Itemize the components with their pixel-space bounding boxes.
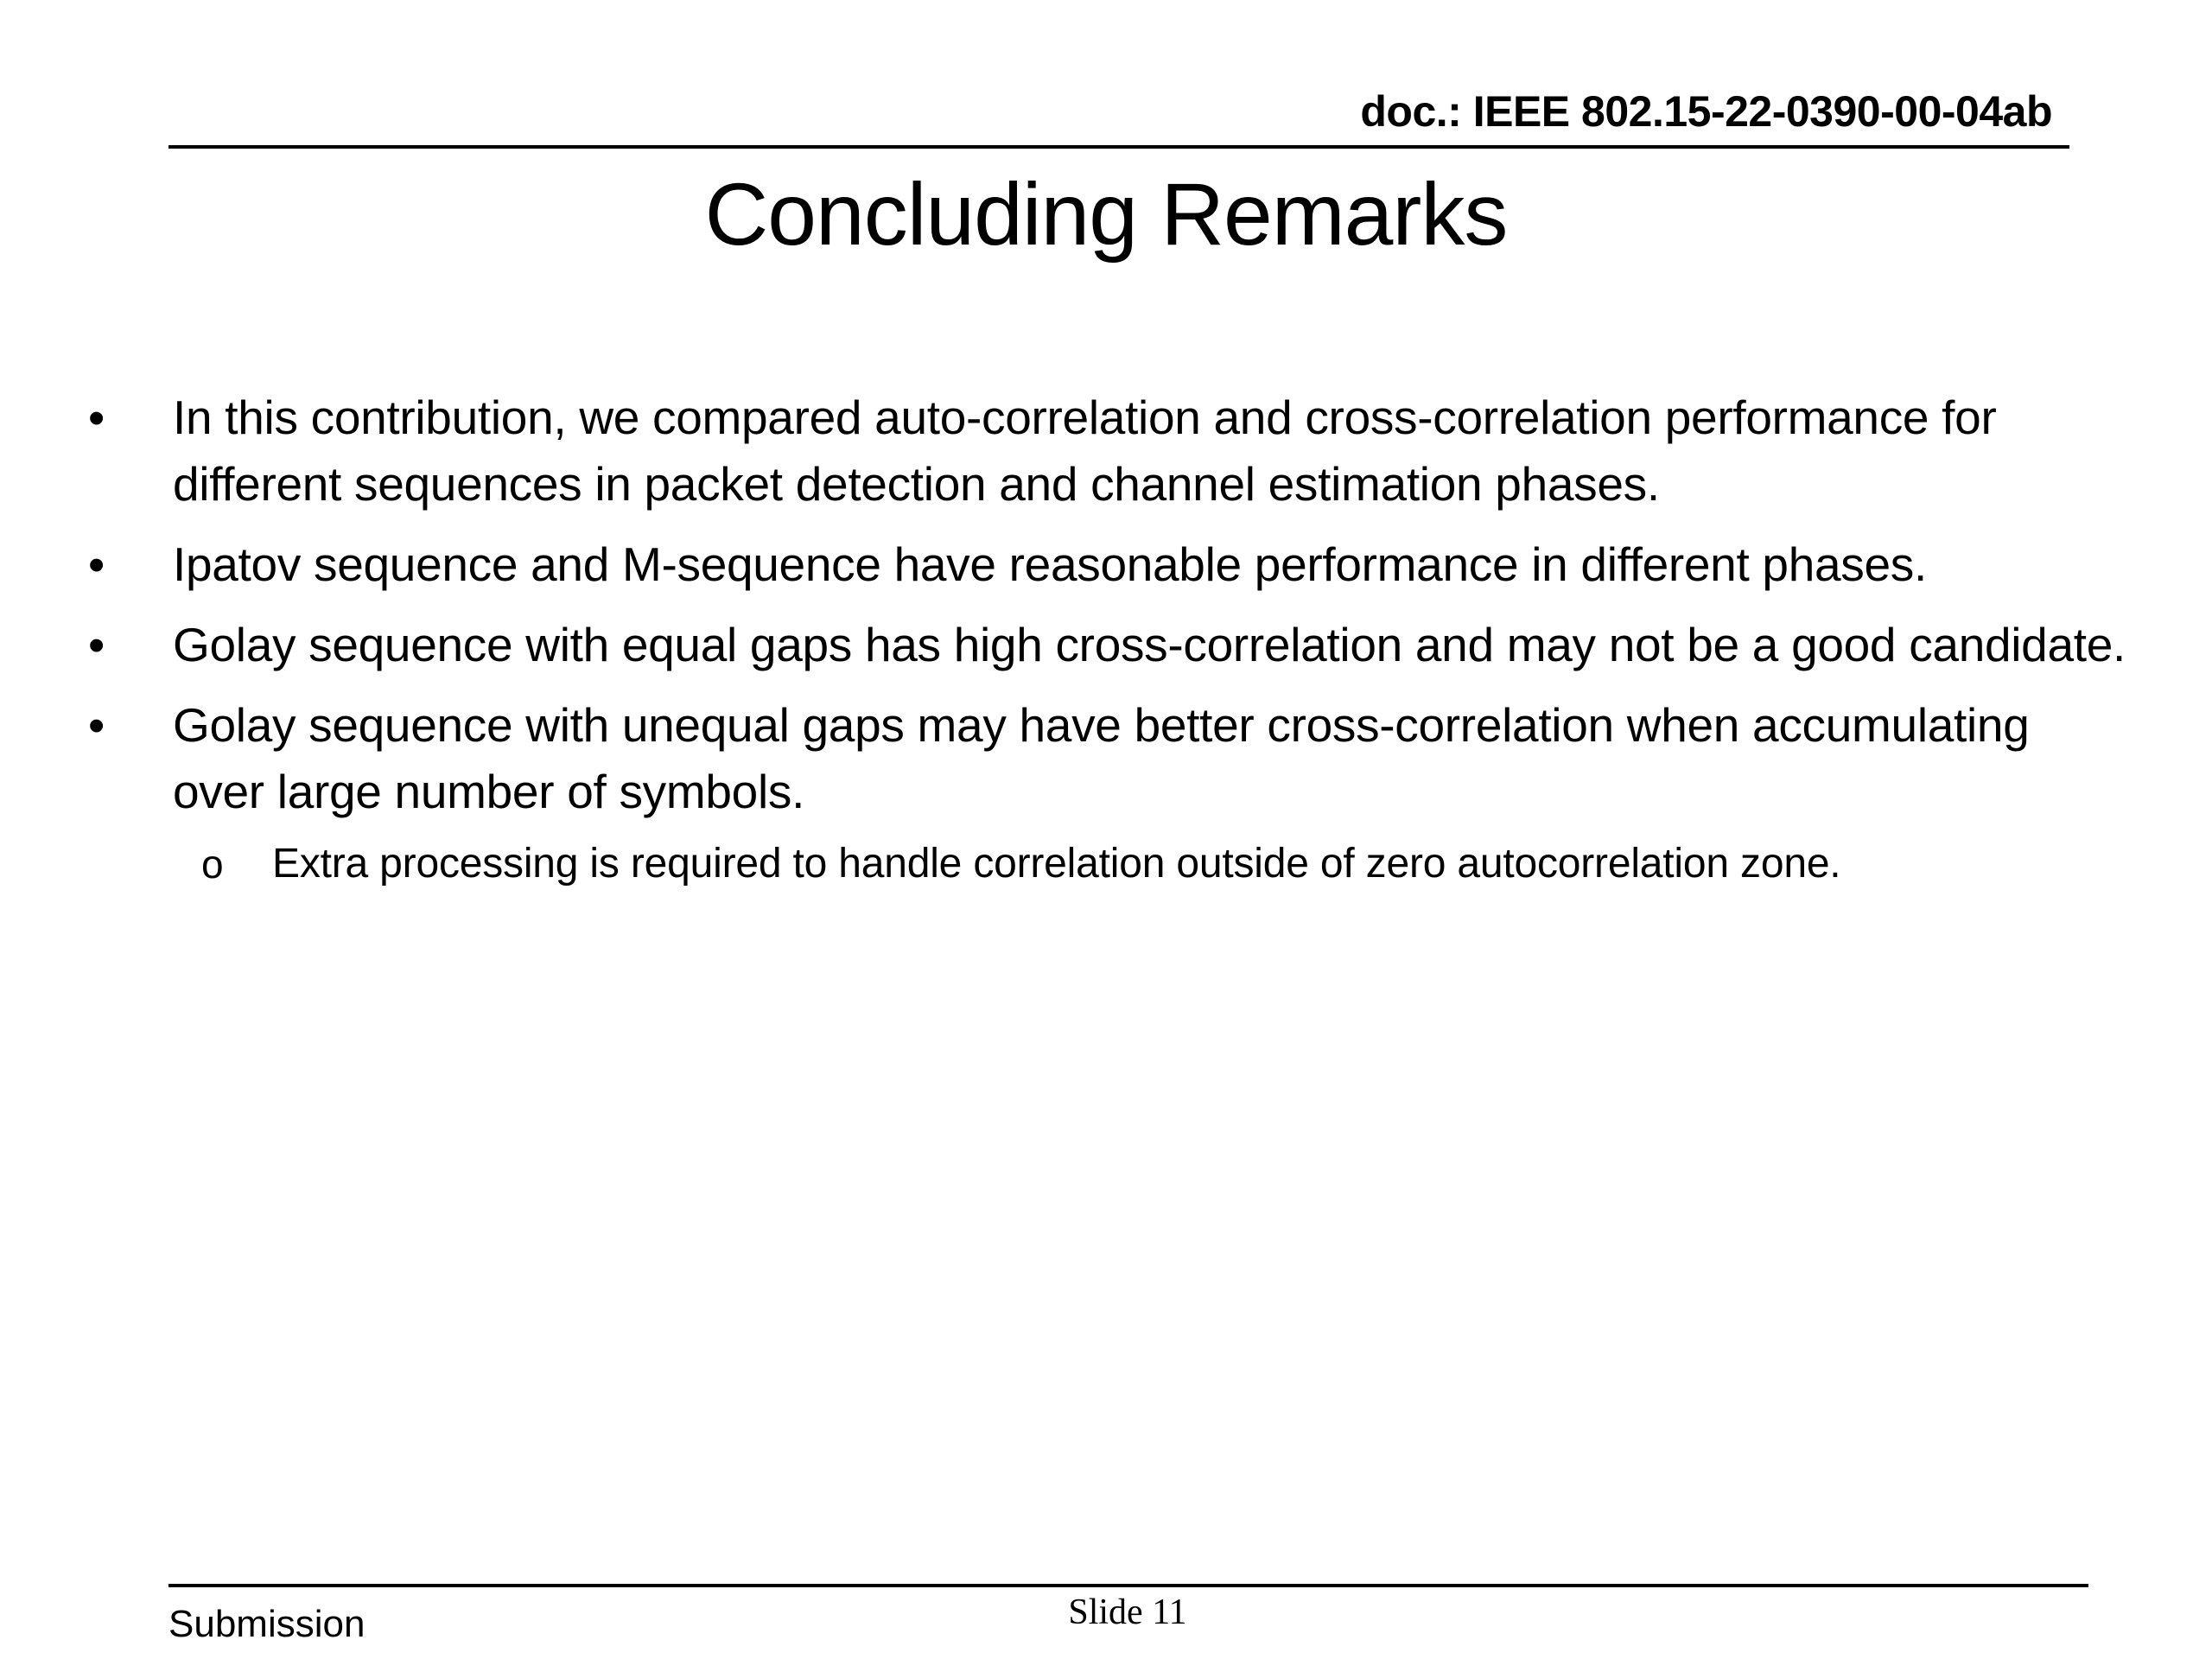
bullet-dot-icon: • [88,698,105,752]
sub-bullet-item [201,836,2126,893]
bullet-item [88,612,2126,678]
bullet-text: Golay sequence with equal gaps has high cross-correlation and may not be a good candidate. [173,618,2126,671]
bullet-item [88,692,2126,893]
sub-bullet-text: Extra processing is required to handle correlation outside of zero autocorrelation zone. [272,841,1841,887]
bullet-dot-icon: • [88,537,105,591]
slide-number: Slide 11 [1068,1592,1187,1632]
sub-bullet-circle-icon: o [201,842,224,887]
bullet-dot-icon: • [88,618,105,671]
bullet-item [88,531,2126,598]
header-divider [168,145,2069,149]
footer-divider [168,1584,2088,1587]
sub-bullet-list [173,836,2126,893]
footer-submission: Submission [168,1603,365,1645]
bullet-list [88,385,2126,906]
slide-title: Concluding Remarks [704,165,1508,264]
bullet-text: Golay sequence with unequal gaps may have better cross-correlation when accumulating over large number of symbols. [173,698,2030,818]
bullet-text: In this contribution, we compared auto-correlation and cross-correlation performance for different sequences in packet detection and channel estimation phases. [173,391,1997,511]
bullet-text: Ipatov sequence and M-sequence have reasonable performance in different phases. [173,537,1927,591]
bullet-dot-icon: • [88,391,105,444]
document-id: doc.: IEEE 802.15-22-0390-00-04ab [1360,87,2052,136]
bullet-item [88,385,2126,518]
